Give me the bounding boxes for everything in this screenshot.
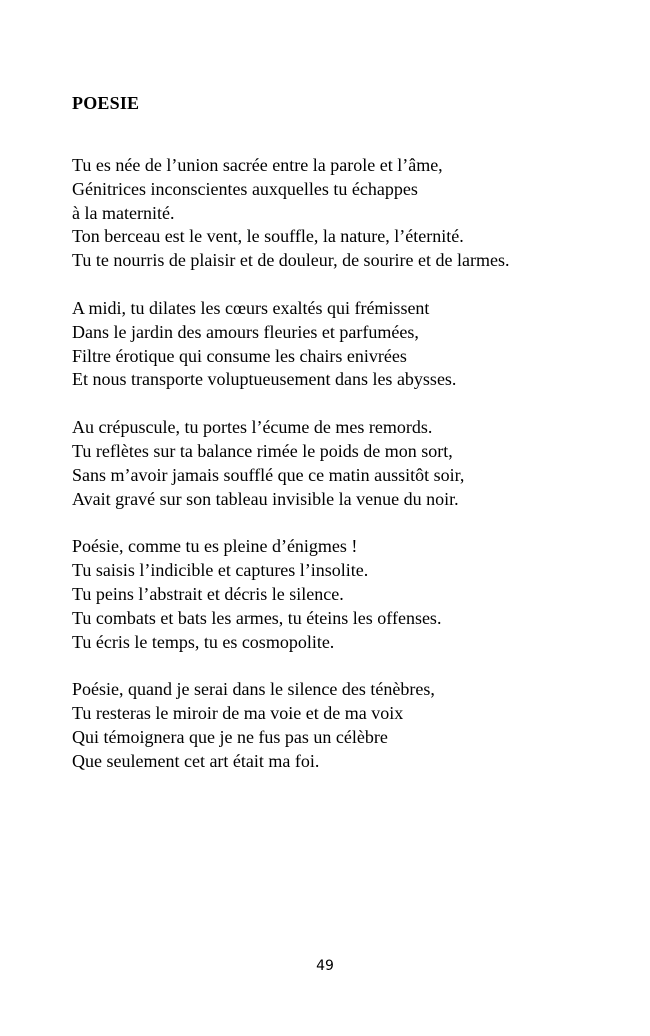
poem-line: A midi, tu dilates les cœurs exaltés qui frémissent	[72, 297, 430, 318]
poem-line: Avait gravé sur son tableau invisible la venue du noir.	[72, 488, 459, 509]
poem-line: Poésie, quand je serai dans le silence des ténèbres,	[72, 679, 435, 700]
poem-line: Génitrices inconscientes auxquelles tu échappes	[72, 178, 418, 199]
poem-line: Et nous transporte voluptueusement dans les abysses.	[72, 369, 457, 390]
stanza-5	[72, 678, 632, 773]
poem-line: Tu écris le temps, tu es cosmopolite.	[72, 631, 335, 652]
poem-line: Au crépuscule, tu portes l’écume de mes remords.	[72, 417, 433, 438]
stanza-2	[72, 297, 632, 392]
poem-line: Tu te nourris de plaisir et de douleur, de sourire et de larmes.	[72, 250, 510, 271]
poem-line: Que seulement cet art était ma foi.	[72, 750, 320, 771]
stanza-1	[72, 154, 632, 273]
page-number: 49	[316, 958, 334, 974]
poem-line: Tu saisis l’indicible et captures l’insolite.	[72, 560, 369, 581]
poem-line: Tu peins l’abstrait et décris le silence.	[72, 583, 344, 604]
poem-line: Ton berceau est le vent, le souffle, la nature, l’éternité.	[72, 226, 464, 247]
poem-title: POESIE	[72, 93, 140, 113]
stanza-3	[72, 416, 632, 511]
poem-line: Tu reflètes sur ta balance rimée le poids de mon sort,	[72, 440, 453, 461]
poem-line: Qui témoignera que je ne fus pas un célèbre	[72, 726, 388, 747]
poem-line: Tu combats et bats les armes, tu éteins les offenses.	[72, 607, 442, 628]
poem-line: Sans m’avoir jamais soufflé que ce matin aussitôt soir,	[72, 464, 465, 485]
poem-line: Poésie, comme tu es pleine d’énigmes !	[72, 536, 358, 557]
stanza-4	[72, 535, 632, 654]
poem-line: à la maternité.	[72, 202, 175, 223]
poem-body	[72, 154, 632, 798]
poem-line: Dans le jardin des amours fleuries et parfumées,	[72, 321, 419, 342]
poem-line: Tu es née de l’union sacrée entre la parole et l’âme,	[72, 155, 443, 175]
poem-line: Tu resteras le miroir de ma voie et de ma voix	[72, 703, 404, 724]
poem-line: Filtre érotique qui consume les chairs enivrées	[72, 345, 407, 366]
